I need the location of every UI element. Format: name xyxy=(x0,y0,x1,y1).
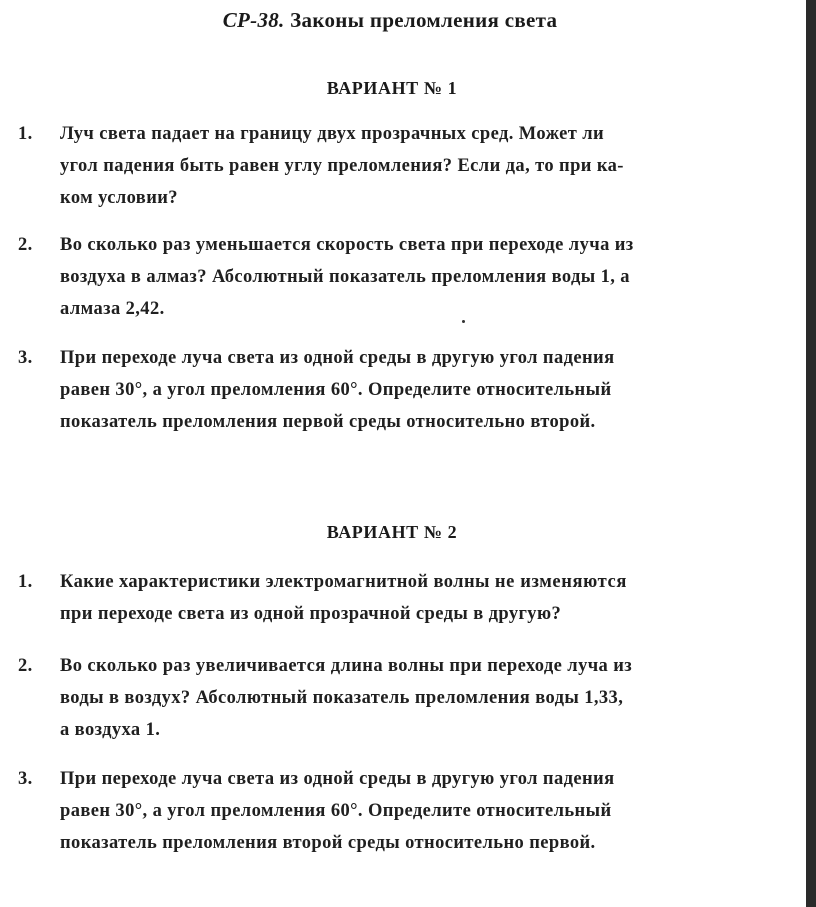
problem-text xyxy=(60,118,778,214)
problem-line: Во сколько раз увеличивается длина волны при переходе луча из xyxy=(60,656,633,676)
scan-speck xyxy=(462,320,465,323)
problem-line: ком условии? xyxy=(60,188,178,208)
emphasis-text: не изменяются xyxy=(494,572,627,592)
variant-1-heading: ВАРИАНТ № 1 xyxy=(326,78,458,98)
problem-line: При переходе луча света из одной среды в другую угол падения xyxy=(60,769,615,789)
problem-text xyxy=(60,342,778,438)
problem-text xyxy=(60,763,778,859)
page-title xyxy=(0,8,780,33)
problem-line: при переходе света из одной прозрачной среды в другую? xyxy=(60,604,562,624)
problem-text xyxy=(60,229,778,325)
problem-line: Луч света падает на границу двух прозрачных сред. Может ли xyxy=(60,124,605,144)
problem-line xyxy=(60,566,778,598)
problem-number: 3. xyxy=(18,348,33,368)
variant-2-heading: ВАРИАНТ № 2 xyxy=(326,522,458,542)
problem-number: 1. xyxy=(18,124,33,144)
problem-text xyxy=(60,650,778,746)
problem-line: воздуха в алмаз? Абсолютный показатель преломления воды 1, а xyxy=(60,267,630,287)
problem-line: равен 30°, а угол преломления 60°. Определите относительный xyxy=(60,801,612,821)
worksheet-title: Законы преломления света xyxy=(290,8,558,32)
worksheet-code: СР-38. xyxy=(222,8,285,32)
problem-line: показатель преломления первой среды относительно второй. xyxy=(60,412,596,432)
variant-1-problem-1 xyxy=(18,118,778,214)
problem-text xyxy=(60,566,778,630)
problem-line: угол падения быть равен углу преломления? Если да, то при ка- xyxy=(60,156,624,176)
problem-line: показатель преломления второй среды относительно первой. xyxy=(60,833,596,853)
variant-2-problem-3 xyxy=(18,763,778,859)
variant-2-problem-1 xyxy=(18,566,778,630)
problem-number: 2. xyxy=(18,235,33,255)
variant-1-problem-3 xyxy=(18,342,778,438)
problem-line-start: Какие характеристики электромагнитной волны xyxy=(60,572,490,592)
problem-line: воды в воздух? Абсолютный показатель преломления воды 1,33, xyxy=(60,688,624,708)
problem-line: алмаза 2,42. xyxy=(60,299,165,319)
variant-1-problem-2 xyxy=(18,229,778,325)
problem-line: При переходе луча света из одной среды в другую угол падения xyxy=(60,348,615,368)
page-edge-shadow xyxy=(806,0,816,907)
problem-line: равен 30°, а угол преломления 60°. Определите относительный xyxy=(60,380,612,400)
problem-number: 1. xyxy=(18,572,33,592)
problem-number: 3. xyxy=(18,769,33,789)
problem-line: Во сколько раз уменьшается скорость света при переходе луча из xyxy=(60,235,634,255)
problem-number: 2. xyxy=(18,656,33,676)
problem-line: а воздуха 1. xyxy=(60,720,161,740)
variant-2-problem-2 xyxy=(18,650,778,746)
